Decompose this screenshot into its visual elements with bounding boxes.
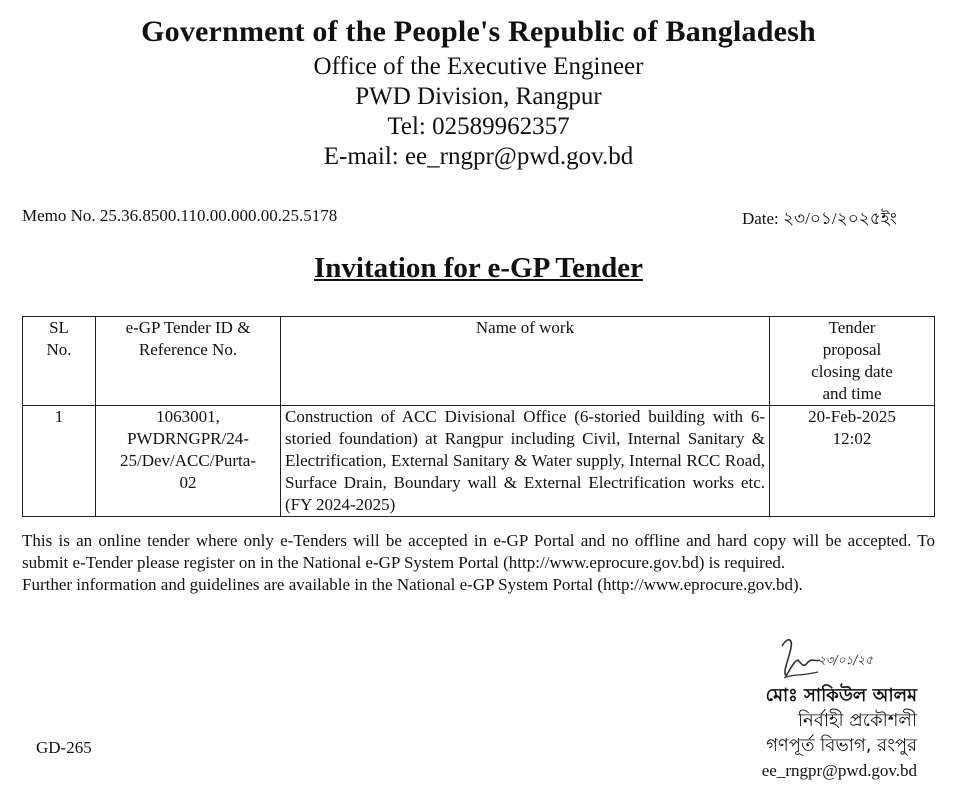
signatory-designation: নির্বাহী প্রকৌশলী [797,710,917,731]
header-work: Name of work [281,317,770,406]
header-tender-id [96,317,281,406]
table-header-row [23,317,935,406]
page-title: Invitation for e-GP Tender [314,252,643,284]
header-sl-line: No. [46,340,72,359]
note-paragraph: Further information and guidelines are available in the National e-GP System Portal (http://www.eprocure.gov.bd). [22,575,803,594]
signatory-name: মোঃ সাকিউল আলম [765,685,917,706]
header-closing-line: closing date [811,362,893,381]
footer-code: GD-265 [36,738,92,757]
tender-table [22,316,935,517]
header-closing-line: proposal [822,340,882,359]
note-paragraph: This is an online tender where only e-Tenders will be accepted in e-GP Portal and no offline and hard copy will be accepted. To submit e-Tender please register on in the National e-GP System Portal (http://www.eprocure.gov.bd) is required. [22,531,935,572]
signatory-office: গণপূর্ত বিভাগ, রংপুর [766,735,917,756]
table-row [23,406,935,517]
header-closing-line: and time [822,384,882,403]
telephone: Tel: 02589962357 [387,113,570,140]
closing-date: 20-Feb-2025 [808,407,896,426]
division-name: PWD Division, Rangpur [355,83,602,110]
header-closing [770,317,935,406]
tender-id-line: 1063001, [156,407,220,426]
cell-sl: 1 [23,406,96,517]
header-closing-line: Tender [828,318,876,337]
tender-id-line: 02 [179,473,197,492]
tender-id-line: 25/Dev/ACC/Purta- [120,451,256,470]
signatory-email: ee_rngpr@pwd.gov.bd [761,761,917,780]
handwritten-signature [778,632,888,682]
cell-tender-id [96,406,281,517]
cell-closing [770,406,935,517]
tender-id-line: PWDRNGPR/24- [127,429,249,448]
letterhead [0,12,957,172]
office-name: Office of the Executive Engineer [313,53,644,80]
memo-date: Date: ২৩/০১/২০২৫ইং [741,209,897,228]
header-sl-line: SL [49,318,69,337]
svg-text:২৩/০১/২৫: ২৩/০১/২৫ [818,653,873,667]
cell-work: Construction of ACC Divisional Office (6-storied building with 6-storied foundation) at Rangpur including Civil, Internal Sanitary & Electrification, External Sanitary & Water supply, Internal RCC Road, Surface Drain, Boundary wall & External Electrification works etc. (FY 2024-2025) [281,406,770,517]
header-tender-id-line: Reference No. [138,340,238,359]
tender-notes [22,530,935,596]
government-title: Government of the People's Republic of Bangladesh [141,15,816,48]
header-email: E-mail: ee_rngpr@pwd.gov.bd [323,143,634,170]
closing-time: 12:02 [832,429,872,448]
memo-number: Memo No. 25.36.8500.110.00.000.00.25.5178 [22,206,338,225]
signatory-block [762,683,917,783]
header-sl [23,317,96,406]
header-tender-id-line: e-GP Tender ID & [125,318,251,337]
